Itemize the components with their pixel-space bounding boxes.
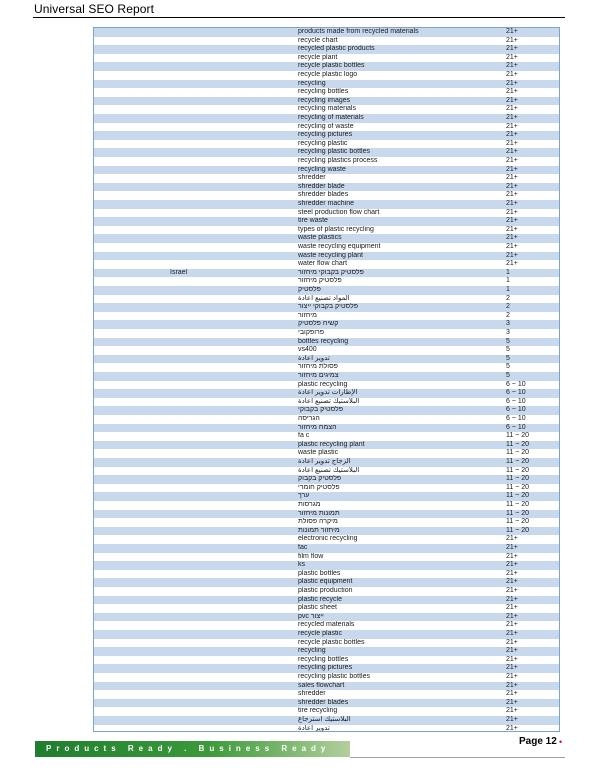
rank-cell: 11 ~ 20	[506, 483, 530, 491]
table-row	[94, 690, 559, 699]
rank-cell: 21+	[506, 71, 518, 78]
keyword-cell: recycling	[298, 647, 326, 655]
table-row	[94, 613, 559, 622]
keyword-cell: recycling pictures	[298, 131, 353, 139]
keyword-cell: shredder blades	[298, 698, 349, 706]
keyword-cell: פלסטיק	[298, 286, 321, 293]
keyword-cell: recycling plastic bottles	[298, 148, 370, 156]
table-row	[94, 707, 559, 716]
rank-cell: 21+	[506, 62, 518, 70]
table-row	[94, 226, 559, 235]
rank-cell: 11 ~ 20	[506, 509, 530, 517]
table-row	[94, 570, 559, 579]
table-row	[94, 664, 559, 673]
country-cell: Israel	[170, 268, 188, 276]
keyword-cell: recycling waste	[298, 165, 346, 173]
keyword-cell: electronic recycling	[298, 535, 358, 543]
table-row	[94, 71, 559, 80]
table-row	[94, 286, 559, 295]
table-row	[94, 252, 559, 261]
table-row	[94, 174, 559, 183]
rank-cell: 11 ~ 20	[506, 526, 530, 534]
table-row	[94, 389, 559, 398]
rank-cell: 5	[506, 346, 510, 354]
rank-cell: 21+	[506, 698, 518, 706]
report-title: Universal SEO Report	[34, 2, 155, 16]
rank-cell: 21+	[506, 535, 518, 543]
table-row	[94, 329, 559, 338]
keyword-cell: types of plastic recycling	[298, 225, 374, 233]
footer-tagline: Products Ready . Business Ready	[46, 744, 331, 753]
keyword-cell: البلاستيك تصنيع اعادة	[298, 397, 360, 405]
keyword-cell: vs400	[298, 346, 317, 354]
keyword-cell: الزجاج تدوير اعادة	[298, 458, 351, 465]
table-row	[94, 381, 559, 390]
rank-cell: 21+	[506, 552, 518, 560]
keyword-cell: waste recycling plant	[298, 251, 363, 259]
keyword-ranking-table	[93, 27, 560, 732]
keyword-cell: products made from recycled materials	[298, 28, 419, 35]
keyword-cell: recycling of materials	[298, 114, 364, 121]
rank-cell: 6 ~ 10	[506, 380, 526, 388]
keyword-cell: waste recycling equipment	[298, 243, 381, 250]
table-row	[94, 200, 559, 209]
rank-cell: 21+	[506, 88, 518, 96]
rank-cell: 21+	[506, 595, 518, 603]
keyword-cell: צמיגים מיחזור	[298, 372, 339, 379]
table-row	[94, 88, 559, 97]
rank-cell: 21+	[506, 28, 518, 35]
table-row	[94, 269, 559, 278]
keyword-cell: shredder	[298, 690, 326, 698]
rank-cell: 21+	[506, 208, 518, 216]
keyword-cell: plastic recycling	[298, 380, 348, 388]
table-row	[94, 501, 559, 510]
rank-cell: 21+	[506, 630, 518, 637]
table-row	[94, 578, 559, 587]
rank-cell: 21+	[506, 604, 518, 612]
rank-cell: 21+	[506, 569, 518, 577]
rank-cell: 21+	[506, 217, 518, 225]
keyword-cell: shredder machine	[298, 200, 355, 207]
keyword-cell: recycling bottles	[298, 88, 349, 96]
table-row	[94, 295, 559, 304]
keyword-cell: plastic sheet	[298, 604, 337, 612]
rank-cell: 11 ~ 20	[506, 449, 530, 457]
rank-cell: 21+	[506, 234, 518, 242]
table-row	[94, 449, 559, 458]
keyword-cell: recycling materials	[298, 105, 356, 113]
keyword-cell: tire recycling	[298, 707, 338, 715]
keyword-cell: ערך	[298, 492, 310, 500]
keyword-cell: waste plastic	[298, 449, 339, 457]
rank-cell: 5	[506, 372, 510, 379]
rank-cell: 1	[506, 277, 510, 285]
table-row	[94, 587, 559, 596]
rank-cell: 21+	[506, 716, 518, 723]
keyword-cell: film flow	[298, 552, 324, 560]
rank-cell: 11 ~ 20	[506, 432, 530, 440]
keyword-cell: מיחזור תמונות	[298, 526, 340, 534]
table-row	[94, 148, 559, 157]
rank-cell: 21+	[506, 655, 518, 663]
rank-cell: 11 ~ 20	[506, 518, 530, 526]
keyword-cell: plastic recycling plant	[298, 440, 365, 448]
table-row	[94, 544, 559, 553]
rank-cell: 11 ~ 20	[506, 475, 530, 483]
rank-cell: 21+	[506, 681, 518, 689]
rank-cell: 21+	[506, 148, 518, 156]
keyword-cell: ks	[298, 561, 305, 569]
table-row	[94, 166, 559, 175]
rank-cell: 11 ~ 20	[506, 440, 530, 448]
keyword-cell: المواد تصنيع اعادة	[298, 294, 350, 302]
rank-cell: 1	[506, 268, 510, 276]
rank-cell: 1	[506, 286, 510, 293]
table-row	[94, 527, 559, 536]
table-row	[94, 604, 559, 613]
table-row	[94, 243, 559, 252]
keyword-cell: تدوير اعادة	[298, 354, 330, 362]
table-row	[94, 475, 559, 484]
table-row	[94, 673, 559, 682]
table-row	[94, 535, 559, 544]
keyword-cell: tire waste	[298, 217, 328, 225]
table-row	[94, 131, 559, 140]
table-row	[94, 458, 559, 467]
keyword-cell: recycle plastic	[298, 630, 342, 637]
table-row	[94, 140, 559, 149]
rank-cell: 2	[506, 294, 510, 302]
keyword-cell: البلاستيك استرجاع	[298, 716, 351, 723]
keyword-cell: recycle plastic logo	[298, 71, 358, 78]
keyword-cell: הגריסה	[298, 415, 320, 422]
rank-cell: 21+	[506, 165, 518, 173]
rank-cell: 21+	[506, 139, 518, 147]
table-row	[94, 234, 559, 243]
table-row	[94, 62, 559, 71]
keyword-cell: recycling pictures	[298, 664, 353, 672]
table-row	[94, 432, 559, 441]
rank-cell: 11 ~ 20	[506, 458, 530, 465]
keyword-cell: פסולת מיחזור	[298, 363, 338, 371]
table-row	[94, 656, 559, 665]
table-row	[94, 492, 559, 501]
rank-cell: 21+	[506, 647, 518, 655]
table-row	[94, 621, 559, 630]
rank-cell: 21+	[506, 578, 518, 586]
table-row	[94, 303, 559, 312]
rank-cell: 21+	[506, 105, 518, 113]
table-row	[94, 725, 559, 732]
keyword-cell: recycle plastic bottles	[298, 638, 365, 646]
rank-cell: 2	[506, 311, 510, 319]
keyword-cell: fa c	[298, 432, 310, 440]
table-row	[94, 406, 559, 415]
keyword-cell: recycle plant	[298, 53, 338, 61]
keyword-cell: shredder	[298, 174, 326, 182]
table-row	[94, 363, 559, 372]
keyword-cell: מיחזור	[298, 311, 317, 319]
title-divider	[33, 17, 565, 18]
page-bullet-icon: •	[559, 737, 563, 747]
table-row	[94, 630, 559, 639]
keyword-cell: פרופקובי	[298, 329, 325, 336]
table-row	[94, 346, 559, 355]
rank-cell: 3	[506, 320, 510, 328]
keyword-cell: steel production flow chart	[298, 208, 380, 216]
keyword-cell: פלסטיק בקבוקי	[298, 406, 344, 414]
table-row	[94, 54, 559, 63]
keyword-cell: plastic recycle	[298, 595, 342, 603]
table-row	[94, 37, 559, 46]
table-row	[94, 647, 559, 656]
keyword-cell: shredder blade	[298, 182, 345, 190]
table-row	[94, 424, 559, 433]
table-row	[94, 372, 559, 381]
keyword-cell: פלסטיק בקבוקי מיחזור	[298, 268, 364, 276]
table-row	[94, 277, 559, 286]
rank-cell: 21+	[506, 45, 518, 53]
keyword-cell: recycling plastics process	[298, 157, 378, 164]
rank-cell: 21+	[506, 690, 518, 698]
keyword-cell: تدوير اعادة	[298, 724, 330, 732]
rank-cell: 6 ~ 10	[506, 415, 526, 422]
table-row	[94, 157, 559, 166]
table-row	[94, 217, 559, 226]
keyword-cell: מיקרה פסולת	[298, 518, 338, 526]
rank-cell: 21+	[506, 673, 518, 680]
table-row	[94, 596, 559, 605]
keyword-cell: fac	[298, 544, 308, 551]
table-row	[94, 114, 559, 123]
table-row	[94, 561, 559, 570]
rank-cell: 21+	[506, 638, 518, 646]
rank-cell: 21+	[506, 612, 518, 620]
rank-cell: 11 ~ 20	[506, 492, 530, 500]
rank-cell: 21+	[506, 587, 518, 594]
table-row	[94, 355, 559, 364]
keyword-cell: الإطارات تدوير اعادة	[298, 389, 358, 397]
keyword-cell: recycling bottles	[298, 655, 349, 663]
table-row	[94, 553, 559, 562]
table-row	[94, 191, 559, 200]
table-row	[94, 80, 559, 89]
rank-cell: 11 ~ 20	[506, 466, 530, 474]
keyword-cell: מגרסות	[298, 501, 321, 508]
rank-cell: 21+	[506, 191, 518, 199]
keyword-cell: shredder blades	[298, 191, 349, 199]
keyword-cell: recycle chart	[298, 36, 338, 44]
table-row	[94, 28, 559, 37]
rank-cell: 21+	[506, 53, 518, 61]
keyword-cell: pvc ייצור	[298, 612, 324, 620]
rank-cell: 21+	[506, 544, 518, 551]
rank-cell: 21+	[506, 131, 518, 139]
rank-cell: 21+	[506, 724, 518, 732]
rank-cell: 21+	[506, 561, 518, 569]
rank-cell: 6 ~ 10	[506, 423, 526, 431]
table-row	[94, 398, 559, 407]
table-row	[94, 682, 559, 691]
rank-cell: 5	[506, 354, 510, 362]
keyword-cell: plastic bottles	[298, 569, 341, 577]
table-row	[94, 97, 559, 106]
table-row	[94, 510, 559, 519]
keyword-cell: recycling of waste	[298, 122, 354, 130]
keyword-cell: water flow chart	[298, 260, 348, 268]
table-row	[94, 45, 559, 54]
table-row	[94, 518, 559, 527]
table-row	[94, 209, 559, 218]
rank-cell: 6 ~ 10	[506, 389, 526, 397]
keyword-cell: recycling plastic	[298, 139, 348, 147]
rank-cell: 21+	[506, 260, 518, 268]
table-row	[94, 467, 559, 476]
keyword-cell: פלסטיק בקבוק	[298, 475, 342, 483]
table-row	[94, 320, 559, 329]
rank-cell: 21+	[506, 79, 518, 87]
table-row	[94, 183, 559, 192]
keyword-cell: plastic production	[298, 587, 353, 594]
keyword-cell: waste plastics	[298, 234, 342, 242]
keyword-cell: البلاستيك تصنيع اعادة	[298, 466, 360, 474]
keyword-cell: פלסטיק בקבוקי ייצור	[298, 303, 358, 311]
rank-cell: 21+	[506, 664, 518, 672]
rank-cell: 21+	[506, 96, 518, 104]
rank-cell: 21+	[506, 621, 518, 629]
table-row	[94, 123, 559, 132]
rank-cell: 21+	[506, 36, 518, 44]
keyword-cell: הצמח מיחזור	[298, 423, 337, 431]
table-row	[94, 441, 559, 450]
rank-cell: 21+	[506, 122, 518, 130]
rank-cell: 21+	[506, 114, 518, 121]
keyword-cell: recycling images	[298, 96, 351, 104]
table-row	[94, 415, 559, 424]
rank-cell: 2	[506, 303, 510, 311]
keyword-cell: bottles recycling	[298, 337, 349, 345]
rank-cell: 21+	[506, 707, 518, 715]
page-number: Page 12	[519, 736, 557, 747]
rank-cell: 5	[506, 337, 510, 345]
rank-cell: 6 ~ 10	[506, 406, 526, 414]
keyword-cell: plastic equipment	[298, 578, 353, 586]
table-row	[94, 105, 559, 114]
keyword-cell: פלסטיק מיחזור	[298, 277, 342, 285]
table-row	[94, 484, 559, 493]
table-row	[94, 260, 559, 269]
keyword-cell: קשיח פלסטיק	[298, 320, 339, 328]
keyword-cell: recycled materials	[298, 621, 355, 629]
table-row	[94, 312, 559, 321]
keyword-cell: recycling plastic bottles	[298, 673, 370, 680]
table-row	[94, 716, 559, 725]
table-row	[94, 338, 559, 347]
rank-cell: 5	[506, 363, 510, 371]
rank-cell: 21+	[506, 200, 518, 207]
rank-cell: 21+	[506, 251, 518, 259]
keyword-cell: תמונות מיחזור	[298, 509, 340, 517]
rank-cell: 3	[506, 329, 510, 336]
rank-cell: 21+	[506, 157, 518, 164]
rank-cell: 21+	[506, 225, 518, 233]
keyword-cell: recycled plastic products	[298, 45, 375, 53]
rank-cell: 21+	[506, 174, 518, 182]
rank-cell: 21+	[506, 182, 518, 190]
table-row	[94, 699, 559, 708]
keyword-cell: recycling	[298, 79, 326, 87]
rank-cell: 21+	[506, 243, 518, 250]
rank-cell: 6 ~ 10	[506, 397, 526, 405]
rank-cell: 11 ~ 20	[506, 501, 530, 508]
keyword-cell: sales flowchart	[298, 681, 345, 689]
table-row	[94, 639, 559, 648]
keyword-cell: recycle plastic bottles	[298, 62, 365, 70]
keyword-cell: פלסטיק חומרי	[298, 483, 340, 491]
footer-divider	[350, 757, 565, 758]
